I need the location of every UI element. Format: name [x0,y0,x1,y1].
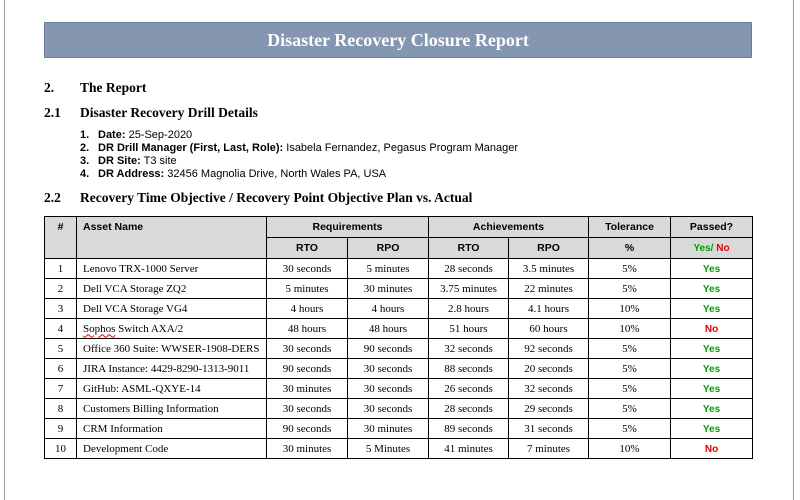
passed-status: Yes [702,383,721,395]
cell-req-rto: 30 seconds [267,339,348,359]
asset-name: Sophos Switch AXA/2 [83,322,184,335]
col-header-req-rto: RTO [267,238,348,259]
cell-number: 7 [45,379,77,399]
passed-status: Yes [702,403,721,415]
cell-ach-rto: 28 seconds [429,259,509,279]
cell-asset: CRM Information [77,419,267,439]
cell-req-rpo: 30 seconds [348,399,429,419]
table-row [45,419,753,439]
table-row [45,279,753,299]
table-row [45,259,753,279]
section-number: 2. [44,80,55,95]
cell-req-rpo: 5 Minutes [348,439,429,459]
cell-req-rto: 48 hours [267,319,348,339]
detail-key-label: DR Address: [98,168,165,180]
cell-ach-rto: 28 seconds [429,399,509,419]
cell-ach-rto: 41 minutes [429,439,509,459]
cell-req-rto: 30 minutes [267,439,348,459]
table-row [45,379,753,399]
col-header-req-rpo: RPO [348,238,429,259]
cell-ach-rpo: 22 minutes [509,279,589,299]
table-header-row [45,217,753,238]
cell-ach-rpo: 32 seconds [509,379,589,399]
cell-tolerance: 10% [589,319,671,339]
cell-tolerance: 5% [589,279,671,299]
table-row [45,399,753,419]
passed-status: Yes [702,303,721,315]
cell-ach-rpo: 20 seconds [509,359,589,379]
section-title: The Report [80,80,147,95]
detail-value: Isabela Fernandez, Pegasus Program Manager [283,142,519,154]
detail-key-date [98,129,192,142]
table-row [45,319,753,339]
col-header-achievements: Achievements [429,217,589,238]
cell-ach-rpo: 4.1 hours [509,299,589,319]
cell-passed [671,259,753,279]
passed-status: Yes [702,363,721,375]
cell-asset: Development Code [77,439,267,459]
cell-ach-rto: 51 hours [429,319,509,339]
cell-req-rpo: 5 minutes [348,259,429,279]
cell-asset: JIRA Instance: 4429-8290-1313-9011 [77,359,267,379]
cell-passed [671,279,753,299]
list-number: 1. [80,129,90,141]
table-row [45,359,753,379]
page-edge-right [793,0,794,500]
cell-passed [671,379,753,399]
yes-label: Yes/ [693,243,714,254]
cell-tolerance: 5% [589,399,671,419]
cell-number: 9 [45,419,77,439]
cell-req-rto: 30 minutes [267,379,348,399]
detail-key-address [98,168,386,181]
subsection-heading-drill [44,105,544,121]
cell-ach-rto: 89 seconds [429,419,509,439]
cell-asset: Dell VCA Storage VG4 [77,299,267,319]
cell-ach-rpo: 60 hours [509,319,589,339]
cell-tolerance: 5% [589,419,671,439]
cell-asset [77,319,267,339]
passed-status: Yes [702,423,721,435]
col-header-ach-rto: RTO [429,238,509,259]
cell-number: 4 [45,319,77,339]
cell-asset: GitHub: ASML-QXYE-14 [77,379,267,399]
cell-req-rto: 30 seconds [267,399,348,419]
cell-ach-rpo: 7 minutes [509,439,589,459]
passed-status: No [704,443,719,455]
detail-key-label: DR Drill Manager (First, Last, Role): [98,142,284,154]
cell-ach-rto: 3.75 minutes [429,279,509,299]
report-title: Disaster Recovery Closure Report [44,22,752,58]
col-header-requirements: Requirements [267,217,429,238]
col-header-asset: Asset Name [77,217,267,259]
cell-req-rto: 90 seconds [267,419,348,439]
cell-tolerance: 5% [589,379,671,399]
cell-number: 10 [45,439,77,459]
cell-ach-rpo: 29 seconds [509,399,589,419]
list-number: 4. [80,168,90,180]
cell-ach-rpo: 92 seconds [509,339,589,359]
passed-status: Yes [702,283,721,295]
detail-key-site [98,155,177,168]
cell-passed [671,439,753,459]
passed-status: Yes [702,263,721,275]
cell-ach-rpo: 3.5 minutes [509,259,589,279]
detail-value: 25-Sep-2020 [125,129,193,141]
cell-tolerance: 5% [589,359,671,379]
cell-tolerance: 10% [589,299,671,319]
cell-ach-rto: 88 seconds [429,359,509,379]
subsection-number: 2.2 [44,190,61,205]
cell-passed [671,419,753,439]
cell-number: 3 [45,299,77,319]
list-number: 2. [80,142,90,154]
cell-req-rto: 90 seconds [267,359,348,379]
cell-number: 1 [45,259,77,279]
page-edge-left [4,0,5,500]
passed-status: Yes [702,343,721,355]
col-header-percent: % [589,238,671,259]
cell-asset: Lenovo TRX-1000 Server [77,259,267,279]
subsection-heading-rto-rpo [44,190,744,206]
detail-key-manager [98,142,518,155]
cell-number: 5 [45,339,77,359]
cell-number: 2 [45,279,77,299]
table-row [45,339,753,359]
cell-number: 6 [45,359,77,379]
cell-req-rpo: 4 hours [348,299,429,319]
cell-req-rpo: 48 hours [348,319,429,339]
subsection-number: 2.1 [44,105,61,120]
section-heading [44,80,444,96]
cell-req-rto: 30 seconds [267,259,348,279]
table-body [45,259,753,459]
rto-rpo-table [44,216,753,459]
col-header-ach-rpo: RPO [509,238,589,259]
cell-asset: Office 360 Suite: WWSER-1908-DERS [77,339,267,359]
detail-key-label: DR Site: [98,155,141,167]
passed-status: No [704,323,719,335]
detail-value: T3 site [140,155,177,167]
cell-asset: Dell VCA Storage ZQ2 [77,279,267,299]
subsection-title: Disaster Recovery Drill Details [80,105,258,120]
cell-passed [671,359,753,379]
cell-passed [671,399,753,419]
cell-ach-rto: 32 seconds [429,339,509,359]
table-row [45,299,753,319]
no-label: No [713,243,730,254]
cell-req-rto: 5 minutes [267,279,348,299]
cell-tolerance: 10% [589,439,671,459]
cell-req-rpo: 30 seconds [348,379,429,399]
cell-req-rpo: 30 seconds [348,359,429,379]
cell-passed [671,339,753,359]
cell-req-rpo: 90 seconds [348,339,429,359]
cell-req-rpo: 30 minutes [348,279,429,299]
cell-req-rpo: 30 minutes [348,419,429,439]
cell-number: 8 [45,399,77,419]
cell-ach-rto: 2.8 hours [429,299,509,319]
cell-ach-rto: 26 seconds [429,379,509,399]
detail-key-label: Date: [98,129,126,141]
col-header-number: # [45,217,77,259]
col-header-tolerance: Tolerance [589,217,671,238]
col-header-yes-no [671,238,753,259]
cell-req-rto: 4 hours [267,299,348,319]
list-number: 3. [80,155,90,167]
cell-ach-rpo: 31 seconds [509,419,589,439]
detail-value: 32456 Magnolia Drive, North Wales PA, USA [164,168,387,180]
table-row [45,439,753,459]
cell-tolerance: 5% [589,339,671,359]
cell-passed [671,319,753,339]
subsection-title: Recovery Time Objective / Recovery Point Objective Plan vs. Actual [80,190,473,205]
cell-tolerance: 5% [589,259,671,279]
col-header-passed: Passed? [671,217,753,238]
cell-asset: Customers Billing Information [77,399,267,419]
cell-passed [671,299,753,319]
